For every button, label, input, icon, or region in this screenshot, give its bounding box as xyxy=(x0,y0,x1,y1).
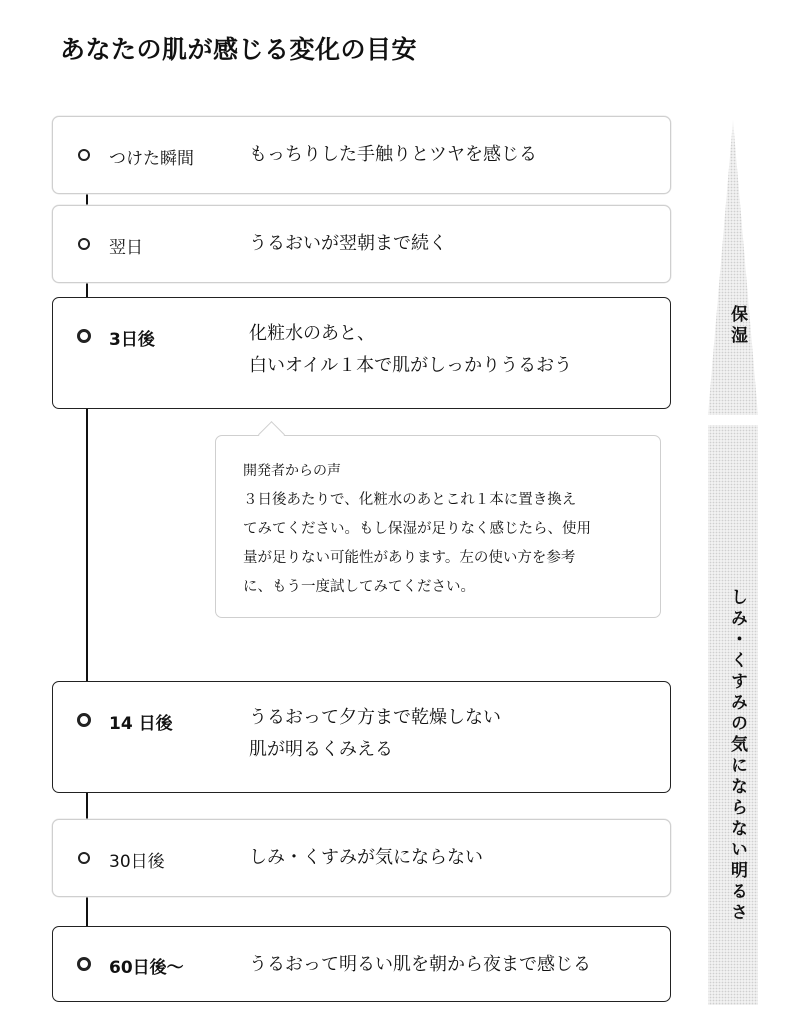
developer-note-body xyxy=(243,486,591,602)
circle-icon xyxy=(77,329,91,343)
description-line: もっちりした手触りとツヤを感じる xyxy=(249,144,537,165)
timeline-card-moment xyxy=(52,116,671,194)
timeline-description xyxy=(249,139,537,171)
timeline-card-next-day xyxy=(52,205,671,283)
timeline-label: 60日後〜 xyxy=(109,958,184,978)
timeline-label: 翌日 xyxy=(109,238,143,258)
circle-icon xyxy=(77,957,91,971)
bubble-tail xyxy=(258,421,285,448)
description-line: うるおって明るい肌を朝から夜まで感じる xyxy=(249,954,591,975)
side-label-moisture: 保湿 xyxy=(727,305,747,347)
timeline-card-60-days xyxy=(52,926,671,1002)
timeline-label: 3日後 xyxy=(109,330,155,350)
timeline-label: 30日後 xyxy=(109,852,165,872)
timeline-description xyxy=(249,949,591,981)
timeline-card-30-days xyxy=(52,819,671,897)
description-line: うるおって夕方まで乾燥しない xyxy=(249,707,501,728)
timeline-description xyxy=(249,318,572,382)
timeline-label: つけた瞬間 xyxy=(109,149,194,169)
timeline-card-14-days xyxy=(52,681,671,793)
moisture-wedge xyxy=(708,120,758,415)
circle-icon xyxy=(78,149,90,161)
circle-icon xyxy=(78,238,90,250)
description-line: 化粧水のあと、 xyxy=(249,323,375,344)
timeline-description xyxy=(249,228,447,260)
timeline-label: 14 日後 xyxy=(109,714,173,734)
timeline-description xyxy=(249,842,483,874)
note-line: に、もう一度試してみてください。 xyxy=(243,579,475,595)
note-line: ３日後あたりで、化粧水のあとこれ１本に置き換え xyxy=(243,492,577,508)
side-label-brightness: しみ・くすみの気にならない明るさ xyxy=(727,588,747,924)
developer-note-bubble xyxy=(215,435,661,618)
description-line: しみ・くすみが気にならない xyxy=(249,847,483,868)
circle-icon xyxy=(77,713,91,727)
circle-icon xyxy=(78,852,90,864)
description-line: 白いオイル１本で肌がしっかりうるおう xyxy=(249,355,573,376)
note-line: てみてください。もし保湿が足りなく感じたら、使用 xyxy=(243,521,591,537)
developer-note-heading: 開発者からの声 xyxy=(243,463,341,479)
timeline-description xyxy=(249,702,501,766)
description-line: 肌が明るくみえる xyxy=(249,739,393,760)
page-title: あなたの肌が感じる変化の目安 xyxy=(60,35,418,64)
timeline-card-3-days xyxy=(52,297,671,409)
note-line: 量が足りない可能性があります。左の使い方を参考 xyxy=(243,550,576,566)
description-line: うるおいが翌朝まで続く xyxy=(249,233,447,254)
